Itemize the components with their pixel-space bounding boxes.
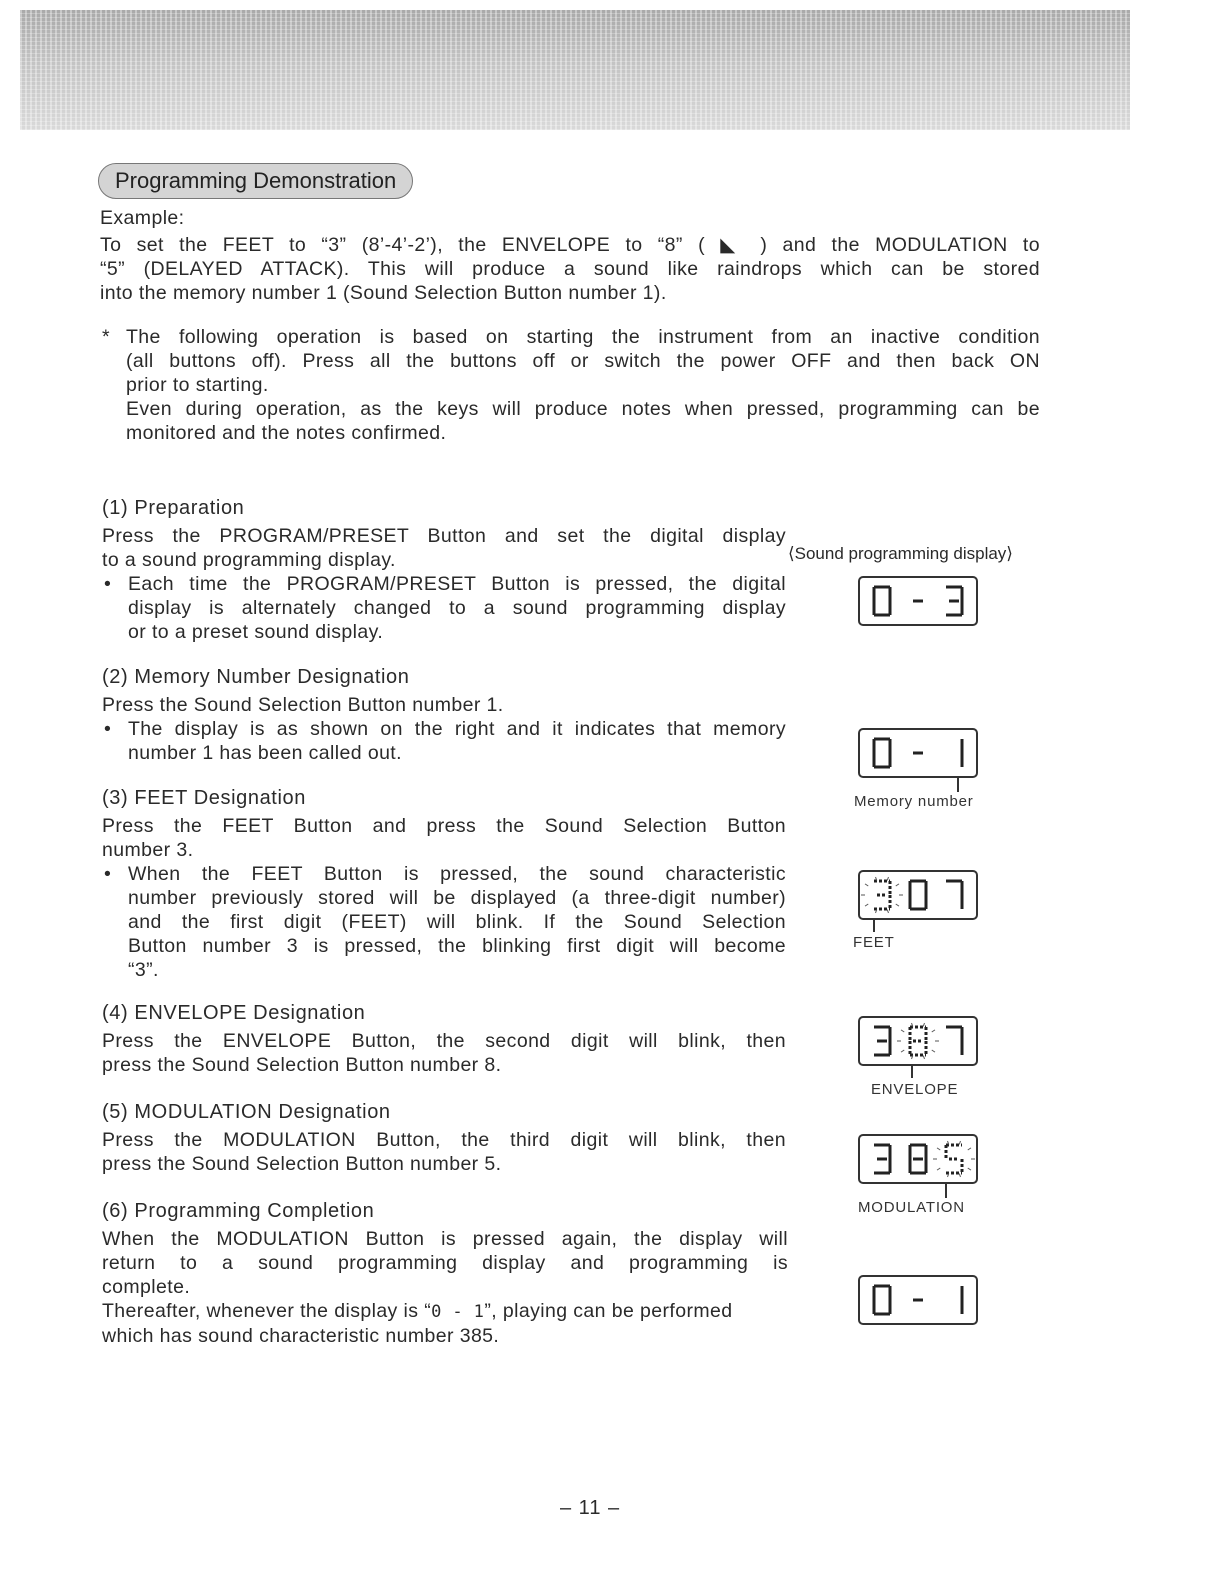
step-completion	[102, 1199, 788, 1348]
bullet-line: • Each time the PROGRAM/PRESET Button is pressed, the digital	[128, 573, 786, 595]
note-line: Even during operation, as the keys will produce notes when pressed, programming can be	[126, 398, 1040, 420]
blink-ray	[896, 904, 899, 906]
inline-display-glyph: 0 - 1	[431, 1302, 485, 1322]
step-line	[102, 1299, 788, 1324]
blink-ray	[932, 1050, 935, 1052]
step-heading: (5) MODULATION Designation	[102, 1101, 391, 1123]
step-heading: (3) FEET Designation	[102, 787, 306, 809]
step-heading: (1) Preparation	[102, 497, 245, 519]
blink-ray	[865, 884, 868, 886]
display-title: ⟨Sound programming display⟩	[788, 544, 1013, 563]
step-line: to a sound programming display.	[102, 549, 396, 571]
note-block	[100, 325, 1040, 445]
blink-ray	[923, 1023, 924, 1026]
lcd-display	[858, 1016, 978, 1066]
step-text: ”, playing can be performed	[484, 1300, 733, 1322]
bullet-line: number 1 has been called out.	[128, 742, 402, 764]
pointer-line	[945, 1182, 947, 1198]
note-line: (all buttons off). Press all the buttons off or switch the power OFF and then back ON	[126, 350, 1040, 372]
step-feet	[102, 786, 786, 982]
pointer-line	[873, 918, 875, 932]
lcd-digits	[860, 1018, 976, 1064]
section-title: Programming Demonstration	[98, 163, 413, 199]
blink-ray	[932, 1030, 935, 1032]
bullet-item	[102, 862, 786, 982]
step-memory-number	[102, 665, 786, 765]
step-line: number 3.	[102, 839, 194, 861]
step-preparation	[102, 496, 786, 644]
step-line: which has sound characteristic number 385.	[102, 1325, 500, 1347]
note-line: The following operation is based on starting the instrument from an inactive condition	[126, 326, 1040, 348]
blink-ray	[887, 877, 888, 880]
blink-ray	[937, 1148, 940, 1150]
step-heading: (2) Memory Number Designation	[102, 666, 410, 688]
step-modulation	[102, 1100, 786, 1176]
bullet-line: • When the FEET Button is pressed, the sound characteristic	[128, 863, 786, 885]
step-line: When the MODULATION Button is pressed again, the display will	[102, 1228, 788, 1250]
bullet-line: • The display is as shown on the right and it indicates that memory	[128, 718, 786, 740]
step-envelope	[102, 1001, 786, 1077]
blink-ray	[923, 1056, 924, 1059]
step-line: Press the PROGRAM/PRESET Button and set the digital display	[102, 525, 786, 547]
blink-ray	[865, 904, 868, 906]
bullet-line: “3”.	[128, 959, 159, 981]
step-line: Press the MODULATION Button, the third digit will blink, then	[102, 1129, 786, 1151]
bullet-line: and the first digit (FEET) will blink. If the Sound Selection	[128, 911, 786, 933]
modulation-caption: MODULATION	[858, 1199, 965, 1216]
bullet-item	[102, 717, 786, 765]
bullet-line: number previously stored will be displayed (a three-digit number)	[128, 887, 786, 909]
lcd-display	[858, 1134, 978, 1184]
blink-ray	[959, 1174, 960, 1177]
blink-ray	[901, 1050, 904, 1052]
note-line: monitored and the notes confirmed.	[126, 422, 447, 444]
bullet-item	[102, 572, 786, 644]
blink-ray	[896, 884, 899, 886]
blink-ray	[887, 910, 888, 913]
header-band	[20, 10, 1130, 130]
asterisk-mark: *	[102, 326, 110, 348]
lcd-display	[858, 728, 978, 778]
bullet-line: Button number 3 is pressed, the blinking first digit will become	[128, 935, 786, 957]
lcd-digits	[860, 1136, 976, 1182]
envelope-caption: ENVELOPE	[871, 1081, 959, 1098]
step-line: complete.	[102, 1276, 191, 1298]
memory-number-caption: Memory number	[854, 793, 974, 810]
example-line: into the memory number 1 (Sound Selection Button number 1).	[100, 282, 667, 304]
step-line: press the Sound Selection Button number 5.	[102, 1153, 502, 1175]
lcd-digits	[860, 578, 976, 624]
bullet-line: or to a preset sound display.	[128, 621, 384, 643]
pointer-line	[957, 776, 959, 792]
lcd-digits	[860, 872, 976, 918]
lcd-display	[858, 576, 978, 626]
blink-ray	[901, 1030, 904, 1032]
bullet-line: display is alternately changed to a sound programming display	[128, 597, 786, 619]
lcd-digits	[860, 730, 976, 776]
example-label: Example:	[100, 207, 185, 229]
lcd-display	[858, 1275, 978, 1325]
intro-block	[100, 206, 1040, 305]
blink-ray	[968, 1168, 971, 1170]
feet-caption: FEET	[853, 934, 895, 951]
note-line: prior to starting.	[126, 374, 269, 396]
step-line: Press the ENVELOPE Button, the second digit will blink, then	[102, 1030, 786, 1052]
lcd-display	[858, 870, 978, 920]
example-line: “5” (DELAYED ATTACK). This will produce a sound like raindrops which can be stored	[100, 258, 1040, 280]
example-line: To set the FEET to “3” (8’-4’-2’), the ENVELOPE to “8” ( ◣ ) and the MODULATION to	[100, 234, 1040, 256]
step-heading: (6) Programming Completion	[102, 1200, 375, 1222]
lcd-digits	[860, 1277, 976, 1323]
step-line: Press the Sound Selection Button number 1.	[102, 694, 504, 716]
step-line: press the Sound Selection Button number 8.	[102, 1054, 502, 1076]
pointer-line	[911, 1064, 913, 1078]
step-line: Press the FEET Button and press the Sound Selection Button	[102, 815, 786, 837]
step-line: return to a sound programming display and programming is	[102, 1252, 788, 1274]
blink-ray	[968, 1148, 971, 1150]
step-heading: (4) ENVELOPE Designation	[102, 1002, 366, 1024]
page-number: – 11 –	[560, 1497, 621, 1519]
blink-ray	[959, 1141, 960, 1144]
blink-ray	[937, 1168, 940, 1170]
step-text: Thereafter, whenever the display is “	[102, 1300, 432, 1322]
